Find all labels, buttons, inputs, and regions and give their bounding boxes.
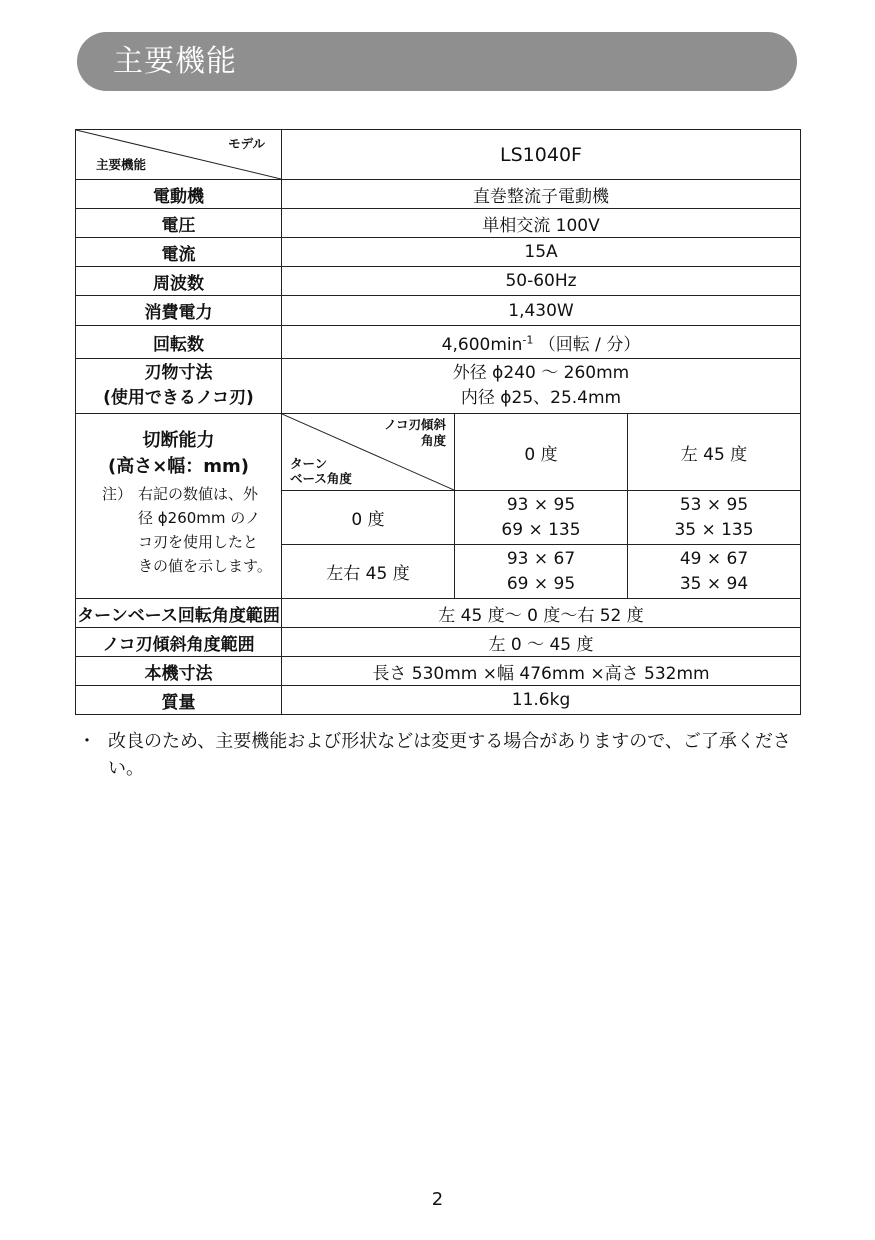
blade-label-line2: (使用できるノコ刃) (103, 388, 254, 408)
cutting-cell (628, 491, 801, 545)
row-value: 50-60Hz (282, 267, 801, 296)
table-row (76, 238, 801, 267)
column-header-left45deg: 左 45 度 (628, 414, 801, 491)
row-label: 電動機 (76, 180, 282, 209)
table-row-blade (76, 359, 801, 414)
spec-table (75, 129, 801, 715)
cutting-value: 69 × 135 (501, 519, 581, 540)
blade-inner-diameter: 内径 ϕ25、25.4mm (460, 388, 622, 408)
blade-outer-diameter: 外径 ϕ240 ～ 260mm (452, 363, 630, 383)
cutting-cell (628, 545, 801, 599)
table-row (76, 599, 801, 628)
row-value: 1,430W (282, 296, 801, 326)
row-label: 本機寸法 (76, 657, 282, 686)
cutting-subtitle: (高さ×幅：mm) (107, 456, 250, 477)
table-row (76, 657, 801, 686)
table-row-rotation (76, 326, 801, 359)
corner-label-turn-base-line2: ベース角度 (290, 471, 352, 487)
section-header-bar (77, 32, 797, 91)
table-header-row (76, 130, 801, 180)
corner-label-turn-base (290, 456, 352, 487)
table-row (76, 180, 801, 209)
row-label: 周波数 (76, 267, 282, 296)
table-row (76, 628, 801, 657)
table-row (76, 686, 801, 715)
row-label: ノコ刃傾斜角度範囲 (76, 628, 282, 657)
page-title: 主要機能 (113, 44, 237, 79)
cutting-note-mark: 注） (102, 485, 133, 503)
cutting-value: 49 × 67 (679, 548, 749, 569)
row-label: 電流 (76, 238, 282, 267)
corner-label-blade-tilt-line2: 角度 (420, 432, 446, 448)
rotation-number: 4,600min (441, 334, 523, 355)
row-value: 11.6kg (282, 686, 801, 715)
cutting-capacity-label (76, 414, 282, 599)
row-value: 左 45 度～ 0 度～右 52 度 (282, 599, 801, 628)
rotation-exponent: -1 (522, 332, 534, 346)
row-label: 回転数 (76, 326, 282, 359)
row-value: 単相交流 100V (282, 209, 801, 238)
column-header-0deg: 0 度 (455, 414, 628, 491)
cutting-corner-cell (282, 414, 455, 491)
corner-label-model: モデル (228, 136, 265, 151)
model-name: LS1040F (282, 130, 801, 180)
cutting-row-label: 左右 45 度 (282, 545, 455, 599)
row-value: 長さ 530mm ×幅 476mm ×高さ 532mm (282, 657, 801, 686)
table-row (76, 296, 801, 326)
footnote-bullet: ・ (78, 731, 96, 752)
row-label: ターンベース回転角度範囲 (76, 599, 282, 628)
blade-label-line1: 刃物寸法 (144, 363, 213, 383)
corner-label-main-functions: 主要機能 (96, 157, 147, 172)
corner-label-turn-base-line1: ターン (290, 455, 328, 471)
cutting-row-label: 0 度 (282, 491, 455, 545)
table-row (76, 209, 801, 238)
row-label: 質量 (76, 686, 282, 715)
row-label: 電圧 (76, 209, 282, 238)
row-label-blade (76, 359, 282, 414)
corner-label-blade-tilt (384, 417, 446, 448)
cutting-value: 93 × 95 (506, 494, 576, 515)
page-number: 2 (431, 1189, 444, 1210)
row-value: 直巻整流子電動機 (282, 180, 801, 209)
cutting-cell (455, 491, 628, 545)
row-label: 消費電力 (76, 296, 282, 326)
footnote (78, 728, 803, 782)
blade-value (282, 359, 801, 414)
cutting-value: 69 × 95 (506, 573, 576, 594)
cutting-value: 35 × 135 (674, 519, 754, 540)
cutting-cell (455, 545, 628, 599)
cutting-note-text: 右記の数値は、外径 ϕ260mm のノコ刃を使用したときの値を示します。 (138, 485, 272, 575)
table-row (76, 267, 801, 296)
cutting-title: 切断能力 (142, 430, 215, 451)
cutting-note (102, 482, 273, 578)
rotation-unit: （回転 / 分） (538, 334, 641, 355)
header-corner-cell (76, 130, 282, 180)
cutting-header-row (76, 414, 801, 491)
rotation-value (282, 326, 801, 359)
footnote-text: 改良のため、主要機能および形状などは変更する場合がありますので、ご了承ください。 (108, 731, 791, 779)
row-value: 15A (282, 238, 801, 267)
row-value: 左 0 ～ 45 度 (282, 628, 801, 657)
cutting-value: 35 × 94 (679, 573, 749, 594)
cutting-value: 53 × 95 (679, 494, 749, 515)
cutting-value: 93 × 67 (506, 548, 576, 569)
corner-label-blade-tilt-line1: ノコ刃傾斜 (384, 417, 446, 432)
